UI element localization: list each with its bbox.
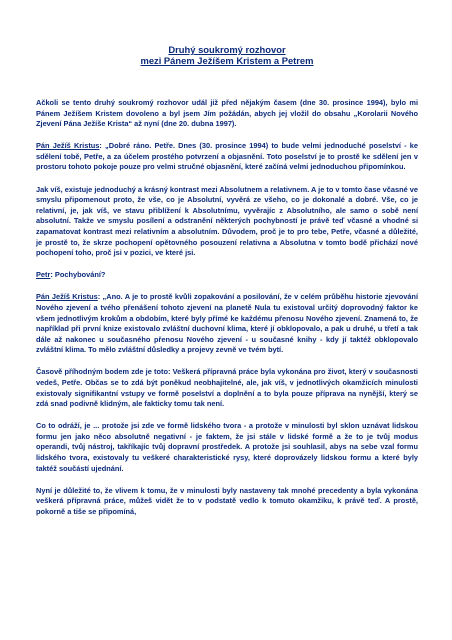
- paragraph-3: [36, 270, 418, 281]
- intro-paragraph: Ačkoli se tento druhý soukromý rozhovor udál již před nějakým časem (dne 30. prosince 1994), bylo mi Pánem Ježíšem Kristem dovoleno a byl jsem Jím požádán, abych jej vložil do obsahu „Korolarii Nového Zjevení Pána Ježíše Krista“ až nyní (dne 20. dubna 1997).: [36, 98, 418, 129]
- document-page: [36, 44, 418, 529]
- paragraph-2: Jak víš, existuje jednoduchý a krásný kontrast mezi Absolutnem a relativnem. A je to v tomto čase včasné ve smyslu připomenout proto, že vše, co je Absolutní, vyvěrá ze všeho, co je dokonalé a dobré. Vše, co je relativní, je, jak víš, ve stavu přiblížení k Absolutnímu, vyvěrajíc z Absolutního, ale samo o sobě není absolutní. Takže ve smyslu posílení a odstranění některých pochybností je právě teď včasné a vhodné si zapamatovat kontrast mezi relativním a absolutním. Důvodem, proč je to pro tebe, Petře, včasné a důležité, je prostě to, že skrze pochopení opětovného posouzení relativna a Absolutna v tomto bodě přichází nové pochopení toho, proč jsi v pozici, ve které jsi.: [36, 184, 418, 258]
- paragraph-1: [36, 141, 418, 173]
- paragraph-text: : Pochybování?: [50, 270, 106, 280]
- speaker-label: Petr: [36, 270, 51, 280]
- paragraph-5: Časově příhodným bodem zde je toto: Veškerá přípravná práce byla vykonána pro život, který v současnosti vedeš, Petře. Občas se to zdá být poněkud neobhajitelné, ale, jak víš, v jednotlivých okamžicích minulosti existovaly signifikantní vstupy ve formě poselství a doplnění a to byla pouze příprava na nynější, který se zdá snad podivně klidným, ale fakticky tomu tak není.: [36, 367, 418, 409]
- paragraph-text: : „Ano. A je to prostě kvůli zopakování a posilování, že v celém průběhu historie zjevování Nového zjevení a tvého přenášení tohoto zjevení na planetě Nula tu existoval určitý doprovodný faktor ke všem jednotlivým krokům a obdobím, které byly přímé ke každému přenosu Nového zjevení. Znamená to, že například při první knize existovalo zvláštní duchovní klima, které jí obklopovalo, a pak u druhé, u třetí a tak dále až nakonec u současného přenosu Nového zjevení - u současné knihy - kdy jí taktéž obklopovalo zvláštní klima. To mělo zvláštní důsledky a projevy zevně ve tvém bytí.: [36, 292, 418, 355]
- title-line-2: mezi Pánem Ježíšem Kristem a Petrem: [140, 55, 314, 66]
- paragraph-6: Co to odráží, je ... protože jsi zde ve formě lidského tvora - a protože v minulosti byl sklon uznávat lidskou formu jen jako něco absolutně negativní - je faktem, že jsi stále v lidské formě a že to je tvůj modus operandi, tvůj nástroj, takříkajíc tvůj dopravní prostředek. A protože jsi souhlasil, abys na sebe vzal formu lidského tvora, existovaly tu veškeré charakteristické rysy, které doprovázely lidskou formu a které byly taktéž součástí ujednání.: [36, 421, 418, 473]
- paragraph-7: Nyní je důležité to, že vlivem k tomu, že v minulosti byly nastaveny tak mnohé precedenty a byla vykonána veškerá přípravná práce, můžeš vidět že to v podstatě vedlo k tomuto okamžiku, k právě teď. A prostě, pokorně a tiše se připomíná,: [36, 485, 418, 516]
- document-title: [36, 44, 418, 66]
- speaker-label: Pán Ježíš Kristus: [36, 141, 100, 151]
- title-line-1: Druhý soukromý rozhovor: [168, 44, 286, 55]
- paragraph-text: : „Dobré ráno. Petře. Dnes (30. prosince 1994) to bude velmi jednoduché poselství - ke sdělení tobě, Petře, a za účelem prostého potvrzení a objasnění. Toto poselství je to prostě ke sdělení jen v prostoru tohoto pokoje pouze pro velmi stručné objasnění, které začíná velmi jednoduchou připomínkou.: [36, 141, 418, 172]
- paragraph-4: [36, 292, 418, 356]
- speaker-label: Pán Ježíš Kristus: [36, 292, 98, 302]
